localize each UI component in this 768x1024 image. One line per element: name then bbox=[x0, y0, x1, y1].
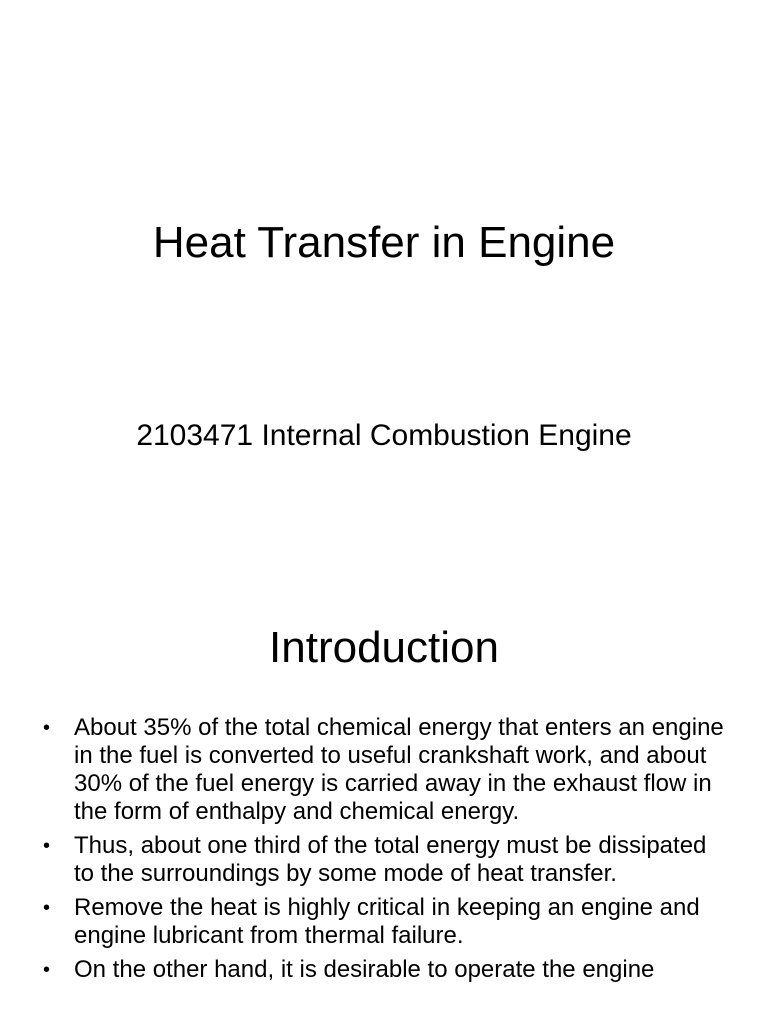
slide-title: Heat Transfer in Engine bbox=[152, 218, 616, 267]
bullet-item bbox=[0, 832, 768, 888]
bullet-glyph: • bbox=[43, 959, 51, 981]
bullet-list bbox=[0, 714, 768, 990]
bullet-glyph: • bbox=[43, 717, 51, 739]
bullet-text: Thus, about one third of the total energy must be dissipated to the surroundings by some mode of heat transfer. bbox=[74, 832, 707, 887]
slide-subtitle: 2103471 Internal Combustion Engine bbox=[136, 419, 632, 452]
introduction-slide bbox=[0, 576, 768, 1024]
bullet-item bbox=[0, 956, 768, 984]
bullet-glyph: • bbox=[43, 835, 51, 857]
bullet-text: About 35% of the total chemical energy that enters an engine in the fuel is converted to useful crankshaft work, and about 30% of the fuel energy is carried away in the exhaust flow in the form of enthalpy and chemical energy. bbox=[74, 714, 724, 825]
slide-title: Introduction bbox=[269, 623, 499, 672]
bullet-text: Remove the heat is highly critical in keeping an engine and engine lubricant from thermal failure. bbox=[74, 894, 700, 949]
bullet-item bbox=[0, 714, 768, 826]
bullet-item bbox=[0, 894, 768, 950]
bullet-glyph: • bbox=[43, 897, 51, 919]
bullet-text: On the other hand, it is desirable to operate the engine bbox=[74, 956, 655, 983]
